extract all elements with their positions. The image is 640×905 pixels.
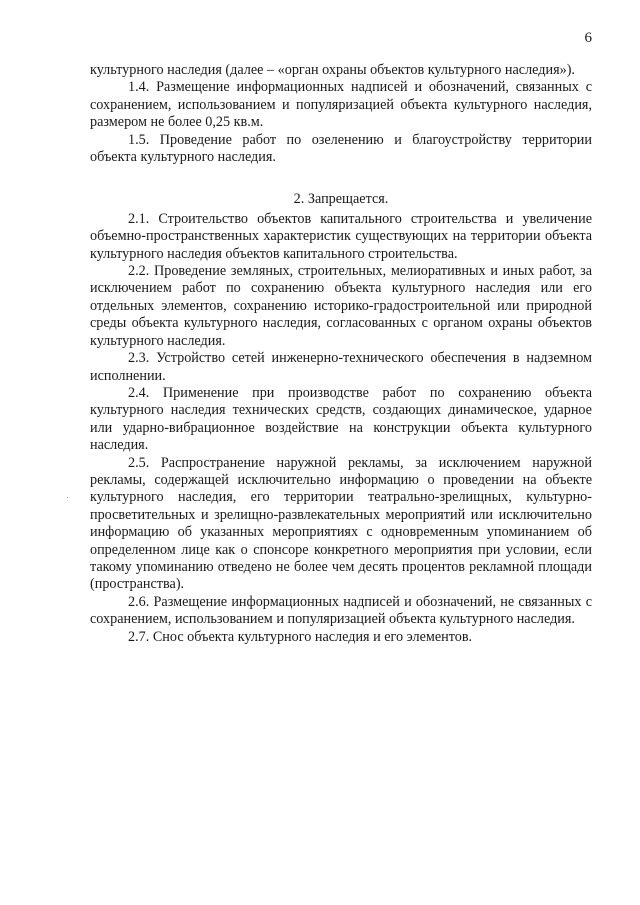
- clause-2-4: 2.4. Применение при производстве работ по сохранению объекта культурного наследия технических средств, создающих динамическое, ударное или ударно-вибрационное воздействие на конструкции объекта культурного наследия.: [90, 384, 592, 454]
- clause-2-5: 2.5. Распространение наружной рекламы, за исключением наружной рекламы, содержащей исключительно информацию о проведении на объекте культурного наследия, его территории театрально-зрелищных, культурно-просветительных и зрелищно-развлекательных мероприятий или исключительно информацию об указанных мероприятиях с одновременным упоминанием об определенном лице как о спонсоре конкретного мероприятия при условии, если такому упоминанию отведено не более чем десять процентов рекламной площади (пространства).: [90, 454, 592, 593]
- clause-1-4: 1.4. Размещение информационных надписей и обозначений, связанных с сохранением, использованием и популяризацией объекта культурного наследия, размером не более 0,25 кв.м.: [90, 79, 592, 131]
- clause-2-3: 2.3. Устройство сетей инженерно-технического обеспечения в надземном исполнении.: [90, 350, 592, 384]
- scan-speck: [67, 497, 68, 498]
- section-2-heading: 2. Запрещается.: [293, 191, 389, 208]
- clause-1-5: 1.5. Проведение работ по озеленению и благоустройству территории объекта культурного наследия.: [90, 131, 592, 166]
- page-number: 6: [584, 30, 592, 46]
- intro-paragraph: культурного наследия (далее – «орган охраны объектов культурного наследия»).: [90, 62, 575, 78]
- clause-2-1: 2.1. Строительство объектов капитального строительства и увеличение объемно-пространственных характеристик существующих на территории объекта культурного наследия объектов капитального строительства.: [90, 210, 592, 262]
- document-body: [90, 62, 592, 646]
- clause-2-7: 2.7. Снос объекта культурного наследия и его элементов.: [128, 628, 473, 645]
- clause-2-6: 2.6. Размещение информационных надписей и обозначений, не связанных с сохранением, использованием и популяризацией объекта культурного наследия.: [90, 593, 592, 628]
- clause-2-2: 2.2. Проведение земляных, строительных, мелиоративных и иных работ, за исключением работ по сохранению объекта культурного наследия или его отдельных элементов, сохранению историко-градостроительной или природной среды объекта культурного наследия, согласованных с органом охраны объектов культурного наследия.: [90, 263, 592, 349]
